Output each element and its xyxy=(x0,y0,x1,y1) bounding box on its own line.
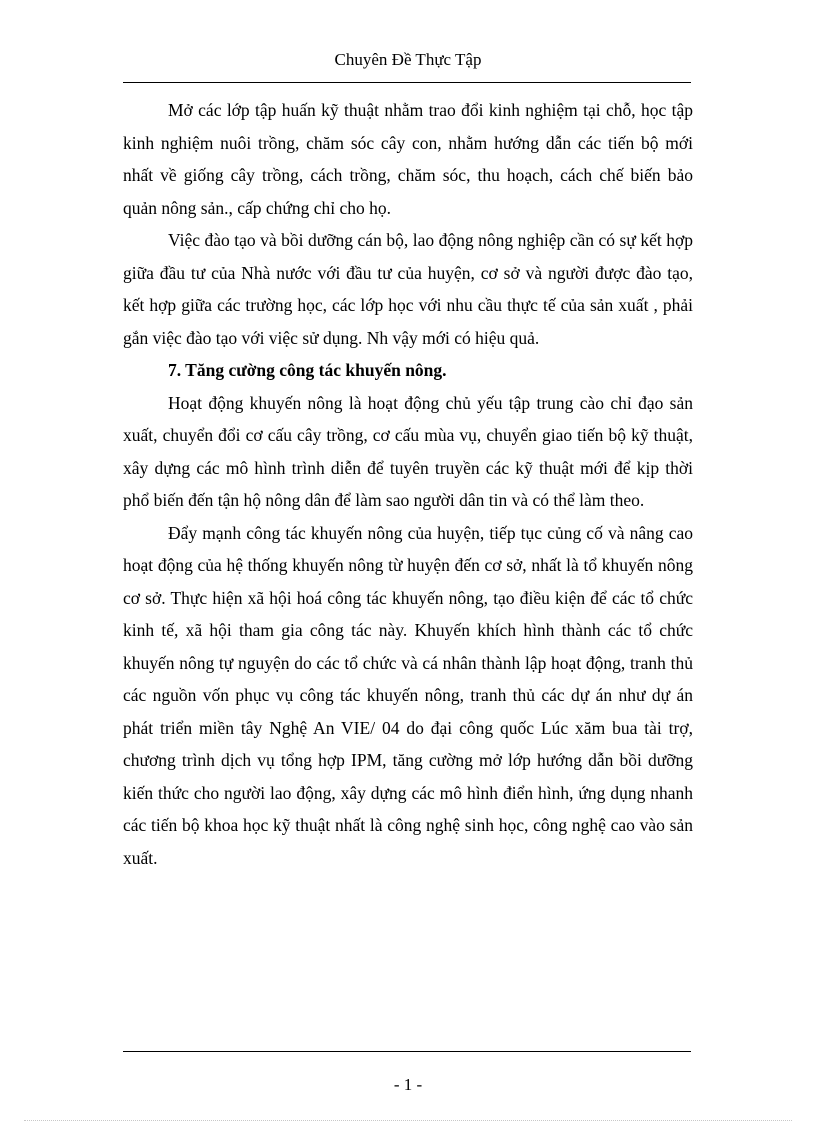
footer-divider xyxy=(123,1051,691,1052)
body-text xyxy=(123,94,693,874)
page-header-title: Chuyên Đề Thực Tập xyxy=(334,50,482,69)
header-divider xyxy=(123,82,691,83)
paragraph: Mở các lớp tập huấn kỹ thuật nhằm trao đổi kinh nghiệm tại chỗ, học tập kinh nghiệm nuôi trồng, chăm sóc cây con, nhằm hướng dẫn các tiến bộ mới nhất về giống cây trồng, cách trồng, chăm sóc, thu hoạch, cách chế biến bảo quản nông sản., cấp chứng chỉ cho họ. xyxy=(123,100,693,218)
paragraph: Đẩy mạnh công tác khuyến nông của huyện, tiếp tục củng cố và nâng cao hoạt động của hệ thống khuyến nông từ huyện đến cơ sở, nhất là tổ khuyến nông cơ sở. Thực hiện xã hội hoá công tác khuyến nông, tạo điều kiện để các tổ chức kinh tế, xã hội tham gia công tác này. Khuyến khích hình thành các tổ chức khuyến nông tự nguyện do các tổ chức và cá nhân thành lập hoạt động, tranh thủ các nguồn vốn phục vụ công tác khuyến nông, tranh thủ các dự án như dự án phát triển miền tây Nghệ An VIE/ 04 do đại công quốc Lúc xăm bua tài trợ, chương trình dịch vụ tổng hợp IPM, tăng cường mở lớp hướng dẫn bồi dưỡng kiến thức cho người lao động, xây dựng các mô hình điển hình, ứng dụng nhanh các tiến bộ khoa học kỹ thuật nhất là công nghệ sinh học, công nghệ cao vào sản xuất. xyxy=(123,522,693,868)
paragraph: Việc đào tạo và bồi dưỡng cán bộ, lao động nông nghiệp cần có sự kết hợp giữa đầu tư của Nhà nước với đầu tư của huyện, cơ sở và người được đào tạo, kết hợp giữa các trường học, các lớp học với nhu cầu thực tế của sản xuất , phải gắn việc đào tạo với việc sử dụng. Nh vậy mới có hiệu quả. xyxy=(123,230,693,348)
section-heading: 7. Tăng cường công tác khuyến nông. xyxy=(168,360,447,380)
page-edge-border xyxy=(24,1120,792,1121)
page-number: - 1 - xyxy=(393,1075,423,1094)
paragraph: Hoạt động khuyến nông là hoạt động chủ yếu tập trung cào chỉ đạo sản xuất, chuyển đổi cơ cấu cây trồng, cơ cấu mùa vụ, chuyển giao tiến bộ kỹ thuật, xây dựng các mô hình trình diễn để tuyên truyền các kỹ thuật mới để kịp thời phổ biến đến tận hộ nông dân để làm sao người dân tin và có thể làm theo. xyxy=(123,392,693,510)
